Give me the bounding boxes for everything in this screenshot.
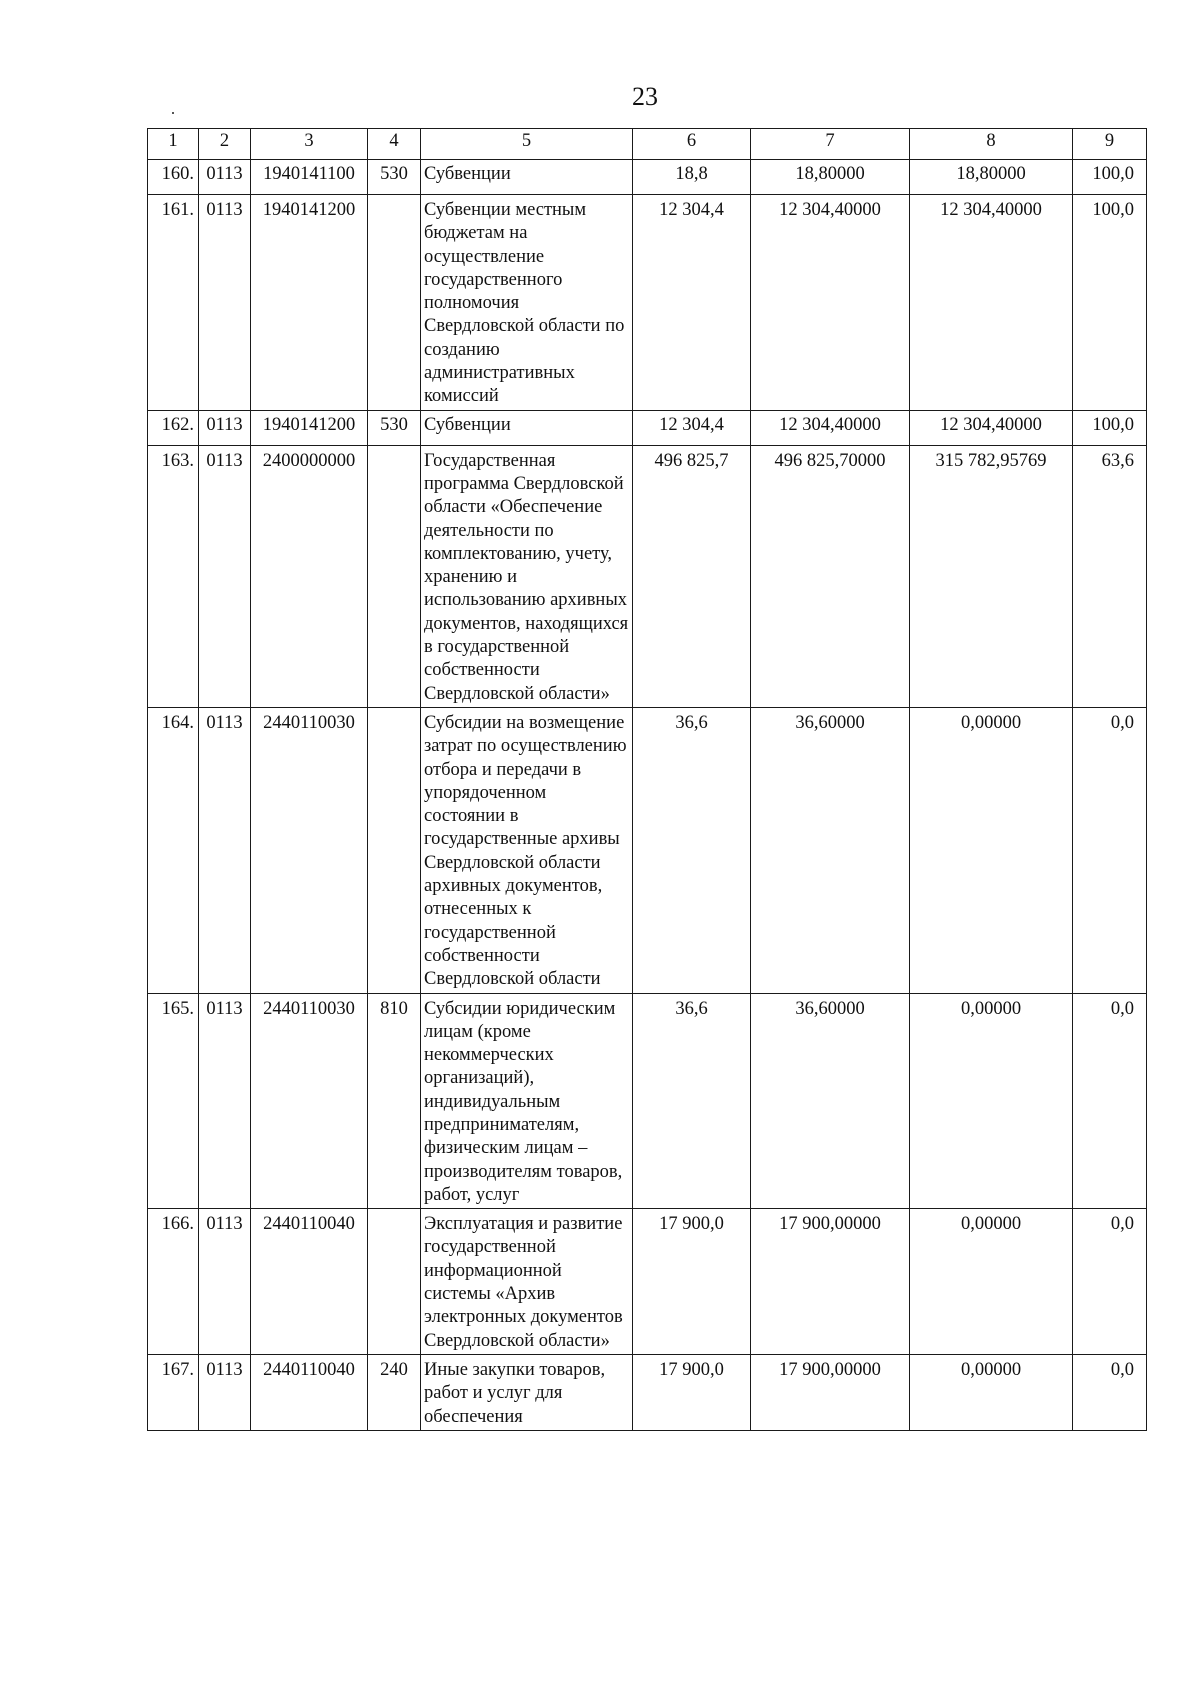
- table-row: [148, 195, 1147, 411]
- row-number: 160.: [148, 160, 199, 195]
- target-article-code: 2440110040: [251, 1209, 368, 1355]
- column-header: 8: [910, 129, 1073, 160]
- value-col-9: 0,0: [1073, 1354, 1147, 1430]
- value-col-7: 496 825,70000: [751, 445, 910, 707]
- section-code: 0113: [199, 445, 251, 707]
- value-col-7: 17 900,00000: [751, 1209, 910, 1355]
- column-number-row: [148, 129, 1147, 160]
- target-article-code: 1940141200: [251, 195, 368, 411]
- section-code: 0113: [199, 410, 251, 445]
- item-name: Государственная программа Свердловской области «Обеспечение деятельности по комплектованию, учету, хранению и использованию архивных документов, находящихся в государственной собственности Свердловской области»: [421, 445, 633, 707]
- value-col-6: 36,6: [633, 993, 751, 1209]
- expense-type-code: [368, 707, 421, 993]
- item-name: Эксплуатация и развитие государственной информационной системы «Архив электронных документов Свердловской области»: [421, 1209, 633, 1355]
- value-col-6: 17 900,0: [633, 1209, 751, 1355]
- value-col-7: 36,60000: [751, 993, 910, 1209]
- section-code: 0113: [199, 707, 251, 993]
- value-col-9: 100,0: [1073, 195, 1147, 411]
- value-col-6: 18,8: [633, 160, 751, 195]
- expense-type-code: 530: [368, 160, 421, 195]
- value-col-8: 18,80000: [910, 160, 1073, 195]
- expense-type-code: 240: [368, 1354, 421, 1430]
- value-col-8: 12 304,40000: [910, 195, 1073, 411]
- page-number: 23: [632, 82, 658, 111]
- row-number: 161.: [148, 195, 199, 411]
- expense-type-code: 530: [368, 410, 421, 445]
- value-col-9: 100,0: [1073, 160, 1147, 195]
- item-name: Субсидии на возмещение затрат по осуществлению отбора и передачи в упорядоченном состоянии в государственные архивы Свердловской области архивных документов, отнесенных к государственной собственности Свердловской области: [421, 707, 633, 993]
- value-col-6: 496 825,7: [633, 445, 751, 707]
- scan-speck: [172, 112, 174, 114]
- value-col-7: 17 900,00000: [751, 1354, 910, 1430]
- target-article-code: 2440110040: [251, 1354, 368, 1430]
- item-name: Иные закупки товаров, работ и услуг для обеспечения: [421, 1354, 633, 1430]
- table-body: [148, 160, 1147, 1431]
- value-col-8: 0,00000: [910, 1209, 1073, 1355]
- value-col-8: 315 782,95769: [910, 445, 1073, 707]
- value-col-9: 0,0: [1073, 707, 1147, 993]
- value-col-6: 12 304,4: [633, 195, 751, 411]
- target-article-code: 2440110030: [251, 993, 368, 1209]
- value-col-7: 18,80000: [751, 160, 910, 195]
- column-header: 3: [251, 129, 368, 160]
- column-header: 5: [421, 129, 633, 160]
- expense-type-code: 810: [368, 993, 421, 1209]
- value-col-6: 36,6: [633, 707, 751, 993]
- column-header: 2: [199, 129, 251, 160]
- table-row: [148, 1354, 1147, 1430]
- target-article-code: 1940141200: [251, 410, 368, 445]
- value-col-9: 100,0: [1073, 410, 1147, 445]
- row-number: 167.: [148, 1354, 199, 1430]
- value-col-8: 0,00000: [910, 993, 1073, 1209]
- value-col-7: 12 304,40000: [751, 195, 910, 411]
- table-row: [148, 707, 1147, 993]
- value-col-9: 0,0: [1073, 993, 1147, 1209]
- budget-table: [147, 128, 1147, 1431]
- section-code: 0113: [199, 1209, 251, 1355]
- value-col-6: 17 900,0: [633, 1354, 751, 1430]
- item-name: Субсидии юридическим лицам (кроме некоммерческих организаций), индивидуальным предпринимателям, физическим лицам – производителям товаров, работ, услуг: [421, 993, 633, 1209]
- column-header: 9: [1073, 129, 1147, 160]
- item-name: Субвенции: [421, 160, 633, 195]
- value-col-7: 36,60000: [751, 707, 910, 993]
- row-number: 166.: [148, 1209, 199, 1355]
- column-header: 1: [148, 129, 199, 160]
- expense-type-code: [368, 445, 421, 707]
- section-code: 0113: [199, 160, 251, 195]
- section-code: 0113: [199, 195, 251, 411]
- column-header: 7: [751, 129, 910, 160]
- target-article-code: 2400000000: [251, 445, 368, 707]
- section-code: 0113: [199, 993, 251, 1209]
- section-code: 0113: [199, 1354, 251, 1430]
- row-number: 162.: [148, 410, 199, 445]
- row-number: 163.: [148, 445, 199, 707]
- column-header: 4: [368, 129, 421, 160]
- table-row: [148, 160, 1147, 195]
- table-row: [148, 410, 1147, 445]
- value-col-8: 12 304,40000: [910, 410, 1073, 445]
- value-col-8: 0,00000: [910, 1354, 1073, 1430]
- target-article-code: 2440110030: [251, 707, 368, 993]
- row-number: 164.: [148, 707, 199, 993]
- target-article-code: 1940141100: [251, 160, 368, 195]
- table-row: [148, 993, 1147, 1209]
- expense-type-code: [368, 1209, 421, 1355]
- expense-type-code: [368, 195, 421, 411]
- table-row: [148, 445, 1147, 707]
- value-col-9: 63,6: [1073, 445, 1147, 707]
- table-row: [148, 1209, 1147, 1355]
- value-col-6: 12 304,4: [633, 410, 751, 445]
- column-header: 6: [633, 129, 751, 160]
- table-header: [148, 129, 1147, 160]
- value-col-8: 0,00000: [910, 707, 1073, 993]
- row-number: 165.: [148, 993, 199, 1209]
- item-name: Субвенции: [421, 410, 633, 445]
- item-name: Субвенции местным бюджетам на осуществление государственного полномочия Свердловской области по созданию административных комиссий: [421, 195, 633, 411]
- value-col-7: 12 304,40000: [751, 410, 910, 445]
- value-col-9: 0,0: [1073, 1209, 1147, 1355]
